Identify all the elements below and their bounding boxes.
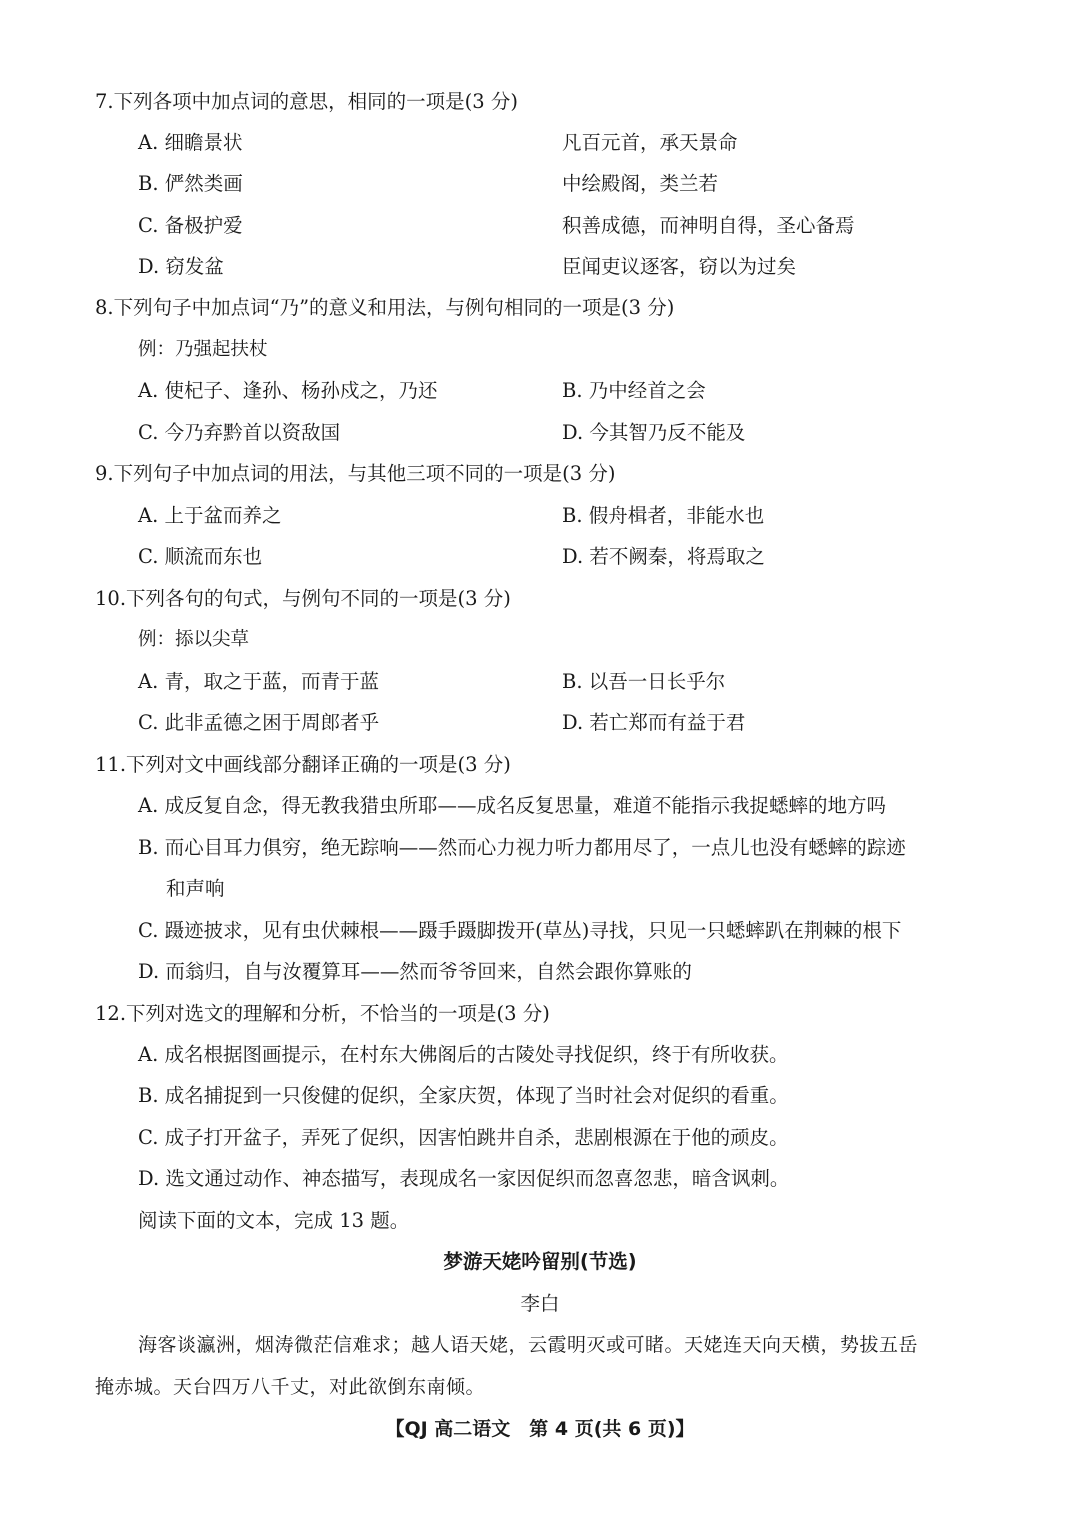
q9-option-a: A. 上于盆而养之	[138, 504, 282, 527]
q12-option-d: D. 选文通过动作、神态描写，表现成名一家因促织而忽喜忽悲，暗含讽刺。	[138, 1167, 790, 1190]
q7-option-a-compare: 凡百元首，承天景命	[562, 131, 738, 154]
poem-line-2: 掩赤城。天台四万八千丈，对此欲倒东南倾。	[95, 1376, 486, 1398]
poem-author: 李白	[520, 1292, 560, 1315]
poem-title: 梦游天姥吟留别(节选)	[443, 1250, 637, 1273]
q11-option-b-continued: 和声响	[166, 877, 225, 900]
q8-stem: 8.下列句子中加点词“乃”的意义和用法，与例句相同的一项是(3 分)	[95, 296, 675, 319]
q12-stem: 12.下列对选文的理解和分析，不恰当的一项是(3 分)	[95, 1002, 550, 1025]
q7-option-c-compare: 积善成德，而神明自得，圣心备焉	[562, 214, 855, 237]
q12-option-c: C. 成子打开盆子，弄死了促织，因害怕跳井自杀，悲剧根源在于他的顽皮。	[138, 1126, 789, 1149]
q9-option-b: B. 假舟楫者，非能水也	[562, 504, 765, 527]
q11-option-b: B. 而心目耳力俱穷，绝无踪响——然而心力视力听力都用尽了，一点儿也没有蟋蟀的踪迹	[138, 836, 906, 859]
q7-option-b: B. 俨然类画	[138, 172, 243, 195]
q8-option-d: D. 今其智乃反不能及	[562, 421, 746, 444]
q7-option-b-compare: 中绘殿阁，类兰若	[562, 172, 719, 195]
poem-line-1: 海客谈瀛洲，烟涛微茫信难求；越人语天姥，云霞明灭或可睹。天姥连天向天横，势拔五岳	[138, 1334, 919, 1356]
q10-example: 例：掭以尖草	[138, 629, 250, 650]
q7-option-d-compare: 臣闻吏议逐客，窃以为过矣	[562, 255, 797, 278]
q9-option-c: C. 顺流而东也	[138, 545, 263, 568]
q10-option-b: B. 以吾一日长乎尔	[562, 670, 726, 693]
q7-stem: 7.下列各项中加点词的意思，相同的一项是(3 分)	[95, 90, 518, 113]
q10-option-d: D. 若亡郑而有益于君	[562, 711, 746, 734]
q9-option-d: D. 若不阙秦，将焉取之	[562, 545, 765, 568]
q8-option-b: B. 乃中经首之会	[562, 379, 706, 402]
q12-option-a: A. 成名根据图画提示，在村东大佛阁后的古陵处寻找促织，终于有所收获。	[138, 1043, 789, 1066]
q11-option-c: C. 蹑迹披求，见有虫伏棘根——蹑手蹑脚拨开(草丛)寻找，只见一只蟋蟀趴在荆棘的根下	[138, 919, 902, 942]
q8-option-a: A. 使杞子、逢孙、杨孙戍之，乃还	[138, 379, 438, 402]
reading-intro: 阅读下面的文本，完成 13 题。	[138, 1209, 410, 1232]
q7-option-a: A. 细瞻景状	[138, 131, 243, 154]
q10-stem: 10.下列各句的句式，与例句不同的一项是(3 分)	[95, 587, 511, 610]
q10-option-a: A. 青，取之于蓝，而青于蓝	[138, 670, 379, 693]
q7-option-c: C. 备极护爱	[138, 214, 243, 237]
q11-option-d: D. 而翁归，自与汝覆算耳——然而爷爷回来，自然会跟你算账的	[138, 960, 692, 983]
page-footer: 【QJ 高二语文 第 4 页(共 6 页)】	[385, 1418, 695, 1440]
q11-stem: 11.下列对文中画线部分翻译正确的一项是(3 分)	[95, 753, 511, 776]
q8-option-c: C. 今乃弃黔首以资敌国	[138, 421, 341, 444]
q11-option-a: A. 成反复自念，得无教我猎虫所耶——成名反复思量，难道不能指示我捉蟋蟀的地方吗	[138, 794, 886, 817]
q8-example: 例：乃强起扶杖	[138, 339, 268, 360]
q9-stem: 9.下列句子中加点词的用法，与其他三项不同的一项是(3 分)	[95, 462, 616, 485]
q10-option-c: C. 此非孟德之困于周郎者乎	[138, 711, 380, 734]
q12-option-b: B. 成名捕捉到一只俊健的促织，全家庆贺，体现了当时社会对促织的看重。	[138, 1084, 789, 1107]
q7-option-d: D. 窃发盆	[138, 255, 224, 278]
